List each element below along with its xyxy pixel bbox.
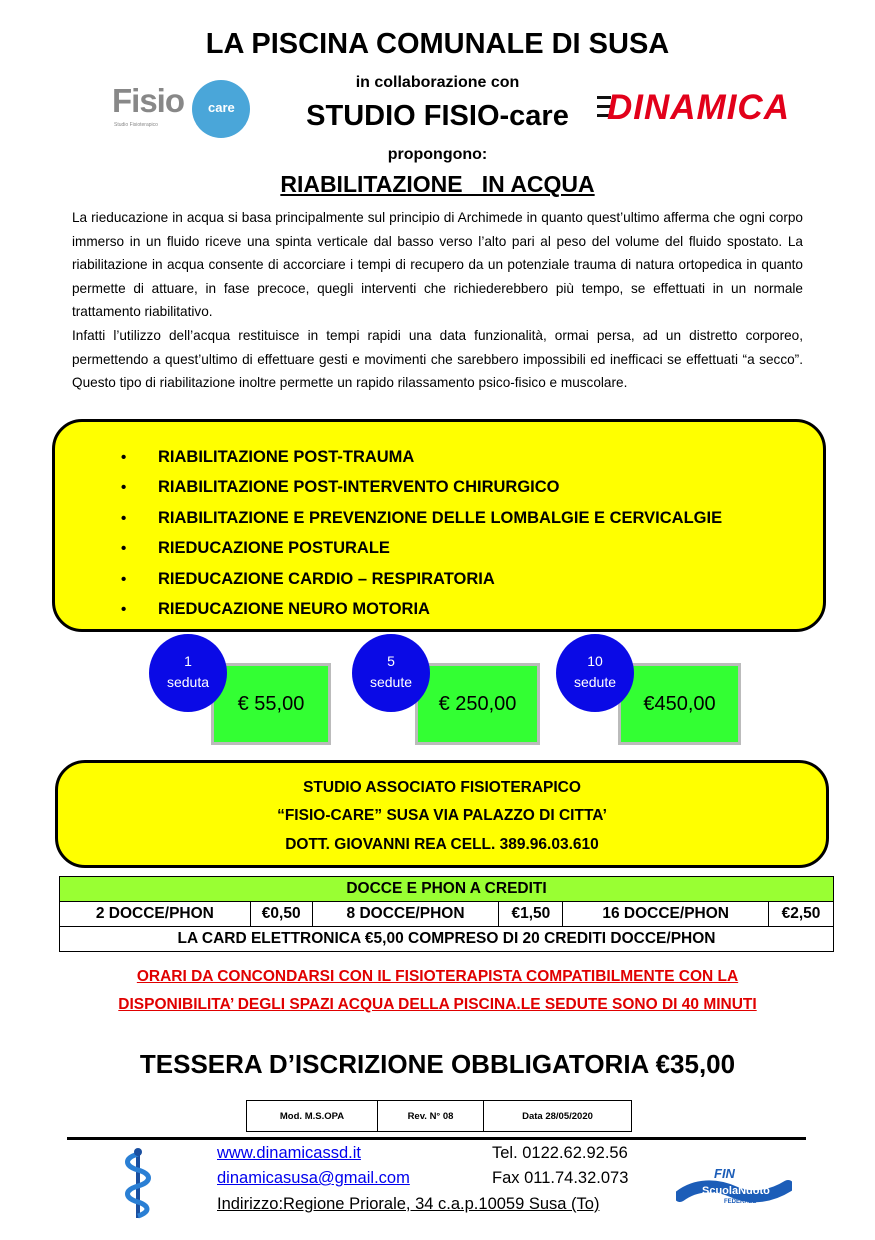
email-link[interactable]: dinamicasusa@gmail.com bbox=[217, 1169, 410, 1187]
list-item: • RIEDUCAZIONE CARDIO – RESPIRATORIA bbox=[121, 564, 722, 594]
circle-10-sedute: 10 sedute bbox=[556, 634, 634, 712]
list-item: • RIABILITAZIONE POST-TRAUMA bbox=[121, 442, 722, 472]
services-list bbox=[121, 442, 722, 624]
table-row bbox=[60, 927, 834, 952]
services-box bbox=[52, 419, 826, 632]
price-1-seduta: € 55,00 bbox=[211, 663, 331, 745]
intro-paragraph-2: Infatti l’utilizzo dell’acqua restituisce in tempi rapidi una data funzionalità, ormai persa, ad un distretto corporeo, permettendo a quest’ultimo di effettuare gesti e movimenti che sarebbero impossibili ed inefficaci se effettuati “a secco”. Questo tipo di riabilitazione inoltre permette un rapido rilassamento psico-fisico e muscolare. bbox=[72, 327, 803, 391]
section-heading: RIABILITAZIONE IN ACQUA bbox=[280, 171, 595, 197]
bullet-icon: • bbox=[121, 570, 127, 588]
docce-table bbox=[59, 876, 834, 952]
dinamica-logo-text: DINAMICA bbox=[607, 88, 790, 127]
module-code: Mod. M.S.OPA bbox=[247, 1101, 378, 1132]
tessera-text: TESSERA D’ISCRIZIONE OBBLIGATORIA €35,00 bbox=[139, 1049, 736, 1079]
fisio-logo-text: Fisio bbox=[112, 82, 185, 119]
table-row bbox=[60, 877, 834, 902]
studio-line-1: STUDIO ASSOCIATO FISIOTERAPICO bbox=[303, 779, 581, 796]
studio-line-3: DOTT. GIOVANNI REA CELL. 389.96.03.610 bbox=[285, 836, 599, 853]
list-item: • RIABILITAZIONE E PREVENZIONE DELLE LOMBALGIE E CERVICALGIE bbox=[121, 503, 722, 533]
notice-line-1: ORARI DA CONCONDARSI CON IL FISIOTERAPISTA COMPATIBILMENTE CON LA bbox=[136, 968, 739, 985]
intro-paragraph-1: La rieducazione in acqua si basa principalmente sul principio di Archimede in quanto quest’ultimo afferma che ogni corpo immerso in un fluido riceve una spinta verticale dal basso verso l’alto pari al peso del volume del fluido spostato. La riabilitazione in acqua consente di accorciare i tempi di recupero da un potenziale trauma di natura ortopedica in quanto permette di attuare, in fase precoce, quegli interventi che richiederebbero più tempo, se effettuati in un normale trattamento riabilitativo. bbox=[72, 210, 803, 320]
fax-text: Fax 011.74.32.073 bbox=[492, 1169, 629, 1187]
module-rev: Rev. N° 08 bbox=[378, 1101, 484, 1132]
bullet-icon: • bbox=[121, 600, 127, 618]
module-date: Data 28/05/2020 bbox=[484, 1101, 632, 1132]
caduceus-icon bbox=[120, 1146, 156, 1220]
fin-scuola-nuoto-text: ScuolaNuoto bbox=[702, 1185, 770, 1197]
notice-line-2: DISPONIBILITA’ DEGLI SPAZI ACQUA DELLA PISCINA.LE SEDUTE SONO DI 40 MINUTI bbox=[118, 996, 757, 1013]
docce-label: 8 DOCCE/PHON bbox=[312, 902, 499, 927]
page-title: LA PISCINA COMUNALE DI SUSA bbox=[205, 28, 670, 60]
docce-price: €2,50 bbox=[769, 902, 834, 927]
fin-logo-text: FIN bbox=[714, 1166, 735, 1181]
docce-label: 2 DOCCE/PHON bbox=[60, 902, 251, 927]
circle-1-seduta: 1 seduta bbox=[149, 634, 227, 712]
collab-text: in collaborazione con bbox=[355, 74, 520, 91]
price-5-sedute: € 250,00 bbox=[415, 663, 540, 745]
table-row bbox=[247, 1101, 632, 1132]
care-logo-text: care bbox=[208, 100, 235, 115]
fisio-logo-tagline: Studio Fisioterapico bbox=[114, 122, 158, 128]
circle-5-sedute: 5 sedute bbox=[352, 634, 430, 712]
aesculapius-logo bbox=[120, 1146, 156, 1220]
table-row bbox=[60, 902, 834, 927]
docce-price: €1,50 bbox=[499, 902, 563, 927]
footer-divider bbox=[67, 1137, 806, 1140]
bullet-icon: • bbox=[121, 540, 127, 558]
bullet-icon: • bbox=[121, 479, 127, 497]
list-item: • RIABILITAZIONE POST-INTERVENTO CHIRURGICO bbox=[121, 472, 722, 502]
docce-card: LA CARD ELETTRONICA €5,00 COMPRESO DI 20 CREDITI DOCCE/PHON bbox=[60, 927, 834, 952]
module-table bbox=[246, 1100, 632, 1132]
price-10-sedute: €450,00 bbox=[618, 663, 741, 745]
phone-text: Tel. 0122.62.92.56 bbox=[492, 1144, 628, 1162]
fin-scuola-nuoto-logo bbox=[676, 1166, 792, 1210]
intro-text bbox=[72, 206, 803, 395]
docce-header: DOCCE E PHON A CREDITI bbox=[60, 877, 834, 902]
dinamica-logo bbox=[597, 88, 805, 128]
bullet-icon: • bbox=[121, 449, 127, 466]
studio-line-2: “FISIO-CARE” SUSA VIA PALAZZO DI CITTA’ bbox=[277, 807, 607, 824]
docce-label: 16 DOCCE/PHON bbox=[563, 902, 769, 927]
fin-federale-text: FEDERALE bbox=[724, 1199, 757, 1205]
fisio-care-logo bbox=[112, 80, 254, 138]
propongono-text: propongono: bbox=[387, 146, 488, 163]
bullet-icon: • bbox=[121, 509, 127, 527]
docce-price: €0,50 bbox=[250, 902, 312, 927]
list-item: • RIEDUCAZIONE NEURO MOTORIA bbox=[121, 594, 722, 624]
address-text: Indirizzo:Regione Priorale, 34 c.a.p.10059 Susa (To) bbox=[217, 1195, 600, 1213]
studio-info-box bbox=[55, 760, 829, 868]
list-item: • RIEDUCAZIONE POSTURALE bbox=[121, 533, 722, 563]
studio-name: STUDIO FISIO-care bbox=[306, 100, 569, 132]
website-link[interactable]: www.dinamicassd.it bbox=[217, 1144, 361, 1162]
